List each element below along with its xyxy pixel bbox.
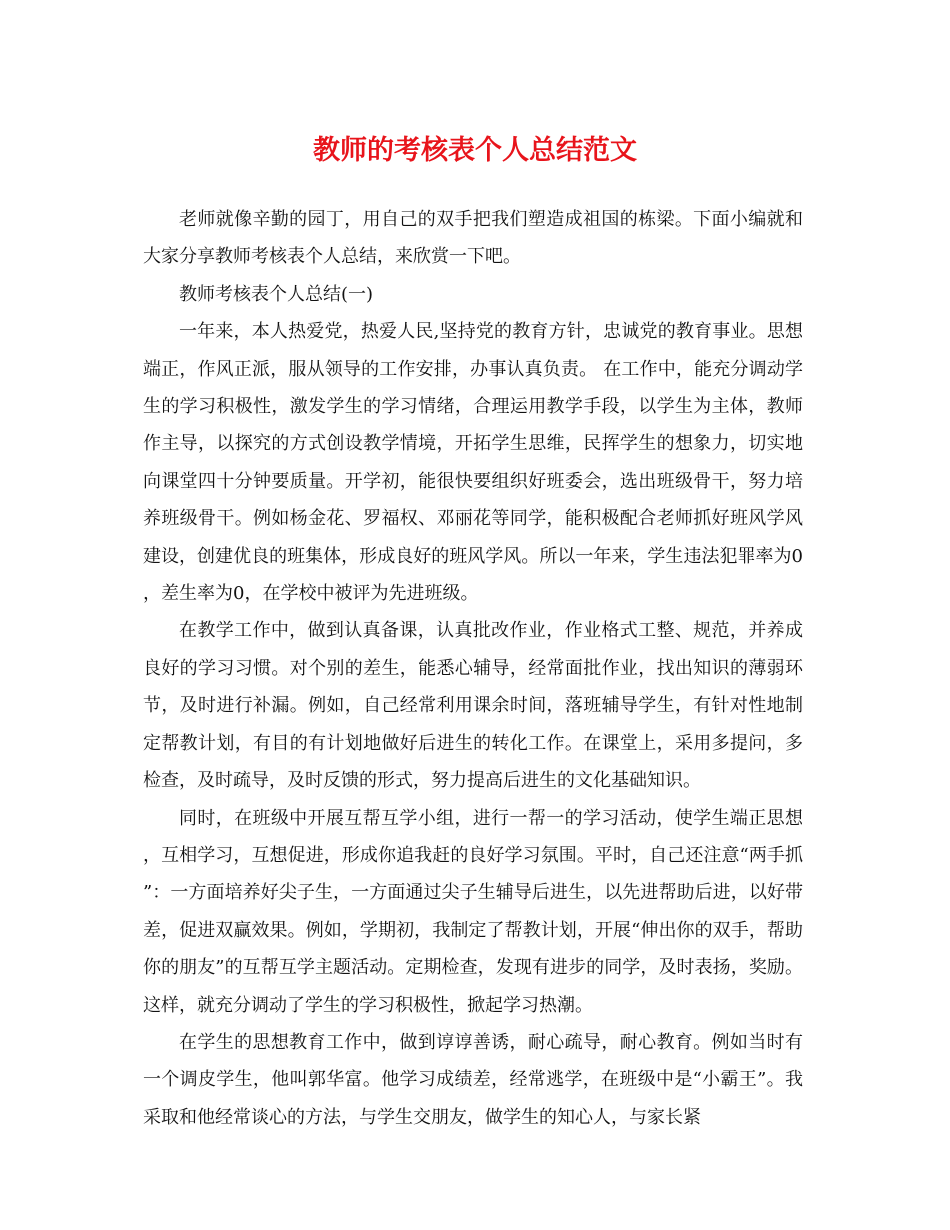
document-body xyxy=(143,201,803,1136)
body-paragraph: 在学生的思想教育工作中，做到谆谆善诱，耐心疏导，耐心教育。例如当时有一个调皮学生，他叫郭华富。他学习成绩差，经常逃学，在班级中是“小霸王”。我采取和他经常谈心的方法，与学生交朋友，做学生的知心人，与家长紧 xyxy=(143,1031,803,1128)
intro-paragraph: 老师就像辛勤的园丁，用自己的双手把我们塑造成祖国的栋梁。下面小编就和大家分享教师考核表个人总结，来欣赏一下吧。 xyxy=(143,209,803,268)
body-paragraph: 在教学工作中，做到认真备课，认真批改作业，作业格式工整、规范，并养成良好的学习习惯。对个别的差生，能悉心辅导，经常面批作业，找出知识的薄弱环节，及时进行补漏。例如，自己经常利用课余时间，落班辅导学生，有针对性地制定帮教计划，有目的有计划地做好后进生的转化工作。在课堂上，采用多提问，多检查，及时疏导，及时反馈的形式，努力提高后进生的文化基础知识。 xyxy=(143,620,803,792)
body-paragraph: 同时，在班级中开展互帮互学小组，进行一帮一的学习活动，使学生端正思想，互相学习，互想促进，形成你追我赶的良好学习氛围。平时，自己还注意“两手抓”：一方面培养好尖子生，一方面通过尖子生辅导后进生，以先进帮助后进，以好带差，促进双赢效果。例如，学期初，我制定了帮教计划，开展“伸出你的双手，帮助你的朋友”的互帮互学主题活动。定期检查，发现有进步的同学，及时表扬，奖励。这样，就充分调动了学生的学习积极性，掀起学习热潮。 xyxy=(143,807,803,1016)
section-heading: 教师考核表个人总结(一) xyxy=(179,283,374,305)
body-paragraph: 一年来，本人热爱党，热爱人民,坚持党的教育方针，忠诚党的教育事业。思想端正，作风正派，服从领导的工作安排，办事认真负责。 在工作中，能充分调动学生的学习积极性，激发学生的学习情绪，合理运用教学手段，以学生为主体，教师作主导，以探究的方式创设教学情境，开拓学生思维，民挥学生的想象力，切实地向课堂四十分钟要质量。开学初，能很快要组织好班委会，选出班级骨干，努力培养班级骨干。例如杨金花、罗福权、邓丽花等同学，能积极配合老师抓好班风学风建设，创建优良的班集体，形成良好的班风学风。所以一年来，学生违法犯罪率为0，差生率为0，在学校中被评为先进班级。 xyxy=(143,321,803,605)
document-title: 教师的考核表个人总结范文 xyxy=(313,135,637,166)
